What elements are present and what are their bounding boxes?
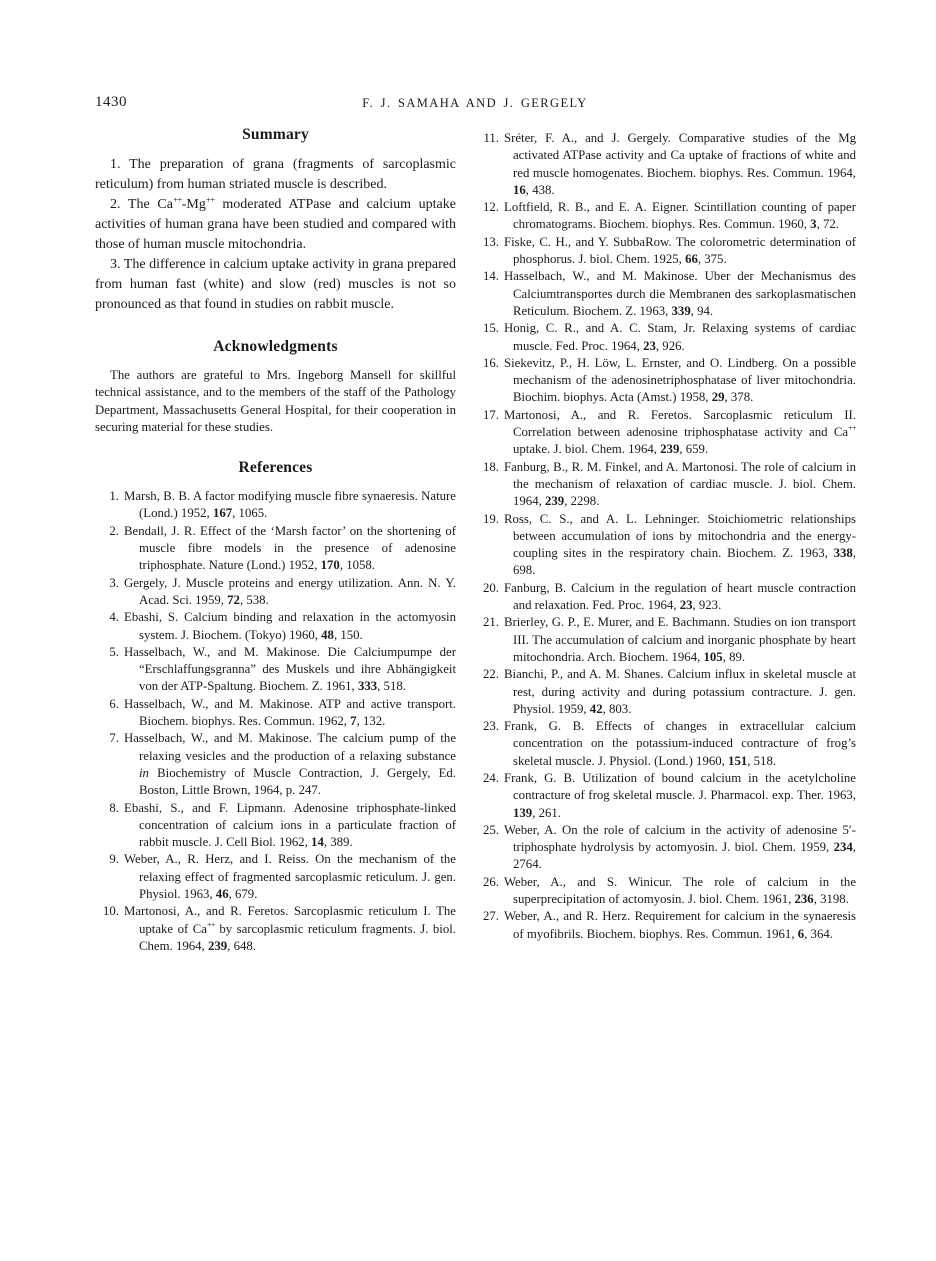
reference-item [95,903,456,955]
summary-paragraph: 1. The preparation of grana (fragments of sarcoplasmic reticulum) from human striated muscle is described. [95,157,456,192]
reference-text: Martonosi, A., and R. Feretos. Sarcoplasmic reticulum I. The uptake of Ca++ by sarcoplasmic reticulum fragments. J. biol. Chem. 1964, 239, 648. [124,904,456,953]
references-heading: References [238,459,313,477]
reference-number: 22. [483,667,499,682]
reference-number: 11. [483,131,499,145]
reference-text: Bianchi, P., and A. M. Shanes. Calcium influx in skeletal muscle at rest, during activity and during potassium contracture. J. gen. Physiol. 1959, 42, 803. [504,667,856,716]
reference-number: 23. [483,719,499,734]
reference-number: 3. [109,575,119,590]
reference-number: 14. [483,269,499,284]
reference-text: Fiske, C. H., and Y. SubbaRow. The colorometric determination of phosphorus. J. biol. Chem. 1925, 66, 375. [504,234,856,267]
reference-item [95,488,456,523]
reference-number: 7. [109,731,119,746]
reference-number: 27. [483,909,499,924]
reference-number: 21. [483,615,499,630]
reference-item [95,644,456,696]
reference-number: 13. [483,234,499,249]
reference-number: 18. [483,459,499,474]
reference-text: Ebashi, S. Calcium binding and relaxation in the actomyosin system. J. Biochem. (Tokyo) 1960, 48, 150. [124,610,456,642]
reference-text: Honig, C. R., and A. C. Stam, Jr. Relaxing systems of cardiac muscle. Fed. Proc. 1964, 23, 926. [504,321,856,353]
reference-item [95,800,456,852]
reference-text: Hasselbach, W., and M. Makinose. Uber der Mechanismus des Calciumtransportes durch die Membranen des sarkoplasmatischen Reticulum. Biochem. Z. 1963, 339, 94. [504,269,856,318]
reference-text: Siekevitz, P., H. Löw, L. Ernster, and O. Lindberg. On a possible mechanism of the adenosinetriphosphatase of liver mitochondria. Biochim. biophys. Acta (Amst.) 1958, 29, 378. [504,355,856,405]
reference-text: Weber, A., R. Herz, and I. Reiss. On the mechanism of the relaxing effect of fragmented sarcoplasmic reticulum. J. gen. Physiol. 1963, 46, 679. [124,852,456,902]
reference-text: Fanburg, B. Calcium in the regulation of heart muscle contraction and relaxation. Fed. Proc. 1964, 23, 923. [504,580,856,613]
reference-number: 19. [483,511,499,526]
reference-text: Hasselbach, W., and M. Makinose. The calcium pump of the relaxing vesicles and the production of a relaxing substance in Biochemistry of Muscle Contraction, J. Gergely, Ed. Boston, Little Brown, 1964, p. 247. [124,731,456,798]
page-number: 1430 [95,94,127,110]
reference-item [95,730,456,799]
reference-text: Loftfield, R. B., and E. A. Eigner. Scintillation counting of paper chromatograms. Biochem. biophys. Res. Commun. 1960, 3, 72. [504,200,856,232]
reference-text: Ebashi, S., and F. Lipmann. Adenosine triphosphate-linked concentration of calcium ions in a particulate fraction of rabbit muscle. J. Cell Biol. 1962, 14, 389. [124,800,456,850]
reference-item [95,609,456,644]
reference-number: 9. [109,852,119,867]
reference-item [478,874,856,909]
references-list-left [95,488,456,955]
acknowledgments-section [95,338,456,436]
reference-text: Weber, A. On the role of calcium in the activity of adenosine 5′-triphosphate hydrolysis by actomyosin. J. biol. Chem. 1959, 234, 2764. [504,822,856,872]
summary-section [95,126,456,315]
summary-paragraph: 3. The difference in calcium uptake activity in grana prepared from human fast (white) and slow (red) muscles is not so pronounced as that found in studies on rabbit muscle. [95,257,456,312]
reference-item [478,666,856,718]
summary-heading: Summary [242,126,309,143]
reference-item [95,575,456,610]
acknowledgments-body [95,367,456,436]
reference-item [478,718,856,770]
reference-text: Martonosi, A., and R. Feretos. Sarcoplasmic reticulum II. Correlation between adenosine triphosphatase activity and Ca++ uptake. J. biol. Chem. 1964, 239, 659. [504,407,856,457]
references-list-right [478,130,856,943]
acknowledgments-paragraph: The authors are grateful to Mrs. Ingeborg Mansell for skillful technical assistance, and to the members of the staff of the Pathology Department, Massachusetts General Hospital, for their cooperation in securing material for these studies. [95,368,456,434]
reference-item [478,355,856,407]
reference-number: 24. [483,770,499,785]
reference-number: 6. [109,696,119,711]
reference-number: 12. [483,200,499,215]
reference-item [478,459,856,511]
reference-number: 2. [109,523,119,538]
reference-item [478,580,856,615]
reference-item [95,851,456,903]
summary-body [95,155,456,315]
reference-number: 17. [483,407,499,422]
reference-item [95,696,456,731]
page-header [95,94,855,114]
reference-text: Bendall, J. R. Effect of the ‘Marsh factor’ on the shortening of muscle fibre models in the presence of adenosine triphosphate. Nature (Lond.) 1952, 170, 1058. [124,523,456,573]
references-section [95,459,456,955]
reference-number: 5. [109,644,119,659]
reference-number: 4. [109,610,119,625]
reference-number: 25. [483,822,499,837]
reference-item [478,268,856,320]
reference-item [478,407,856,459]
reference-number: 16. [483,355,499,370]
reference-item [478,130,856,199]
reference-text: Weber, A., and S. Winicur. The role of calcium in the superprecipitation of actomyosin. J. biol. Chem. 1961, 236, 3198. [504,874,856,907]
reference-item [478,908,856,943]
running-head: F. J. SAMAHA AND J. GERGELY [362,96,588,110]
reference-text: Ross, C. S., and A. L. Lehninger. Stoichiometric relationships between accumulation of ions by mitochondria and the energy-coupling sites in the respiratory chain. Biochem. Z. 1963, 338, 698. [504,511,856,578]
reference-item [478,770,856,822]
reference-text: Brierley, G. P., E. Murer, and E. Bachmann. Studies on ion transport III. The accumulation of calcium and inorganic phosphate by heart mitochondria. Arch. Biochem. 1964, 105, 89. [504,615,856,664]
summary-paragraph: 2. The Ca++-Mg++ moderated ATPase and calcium uptake activities of human grana have been studied and compared with those of human muscle mitochondria. [95,194,456,252]
reference-number: 26. [483,874,499,889]
reference-text: Hasselbach, W., and M. Makinose. Die Calciumpumpe der “Erschlaffungsgranna” des Muskels und ihre Abhängigkeit von der ATP-Spaltung. Biochem. Z. 1961, 333, 518. [124,644,456,694]
reference-item [478,234,856,269]
reference-text: Marsh, B. B. A factor modifying muscle fibre synaeresis. Nature (Lond.) 1952, 167, 1065. [124,489,456,521]
reference-number: 20. [483,580,499,595]
left-column [95,126,456,955]
reference-item [478,614,856,666]
reference-text: Gergely, J. Muscle proteins and energy utilization. Ann. N. Y. Acad. Sci. 1959, 72, 538. [124,575,456,607]
reference-text: Fanburg, B., R. M. Finkel, and A. Martonosi. The role of calcium in the mechanism of relaxation of cardiac muscle. J. biol. Chem. 1964, 239, 2298. [504,459,856,509]
reference-item [95,523,456,575]
reference-item [478,822,856,874]
reference-item [478,511,856,580]
reference-number: 10. [103,904,119,919]
reference-text: Sréter, F. A., and J. Gergely. Comparative studies of the Mg activated ATPase activity and Ca uptake of fractions of white and red muscle homogenates. Biochem. biophys. Res. Commun. 1964, 16, 438. [504,131,856,197]
reference-text: Weber, A., and R. Herz. Requirement for calcium in the synaeresis of myofibrils. Biochem. biophys. Res. Commun. 1961, 6, 364. [504,909,856,941]
reference-number: 15. [483,321,499,336]
reference-text: Frank, G. B. Utilization of bound calcium in the acetylcholine contracture of frog skeletal muscle. J. Pharmacol. exp. Ther. 1963, 139, 261. [504,770,856,820]
reference-item [478,320,856,355]
right-column [478,130,856,943]
reference-number: 1. [109,489,119,504]
reference-item [478,199,856,234]
reference-number: 8. [109,800,119,815]
acknowledgments-heading: Acknowledgments [213,338,338,355]
reference-text: Hasselbach, W., and M. Makinose. ATP and active transport. Biochem. biophys. Res. Commun. 1962, 7, 132. [124,696,456,729]
reference-text: Frank, G. B. Effects of changes in extracellular calcium concentration on the potassium-induced contracture of frog’s skeletal muscle. J. Physiol. (Lond.) 1960, 151, 518. [504,719,856,768]
